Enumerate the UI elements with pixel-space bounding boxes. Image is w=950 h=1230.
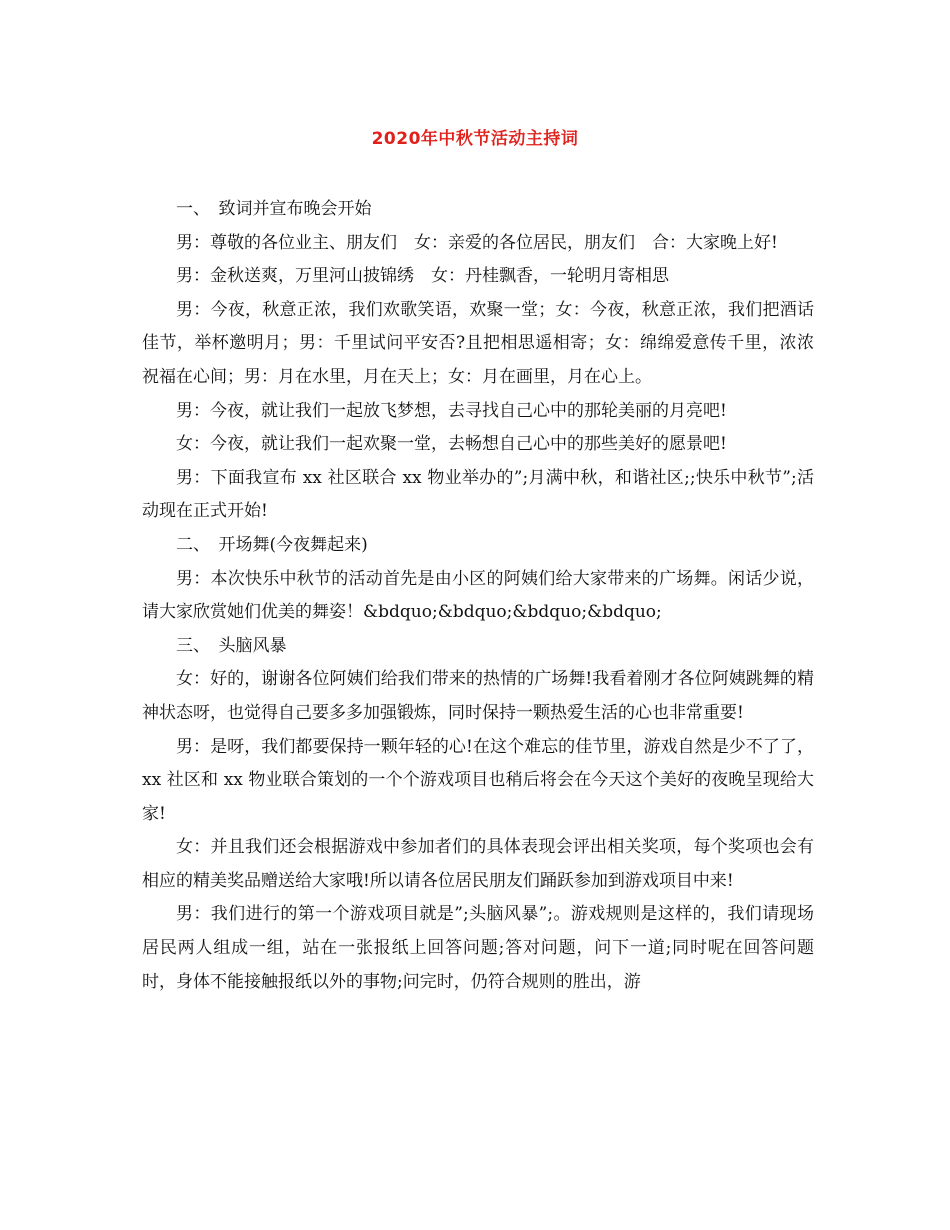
paragraph: 男：金秋送爽，万里河山披锦绣 女：丹桂飘香，一轮明月寄相思	[176, 266, 669, 287]
section-heading: 二、 开场舞(今夜舞起来)	[176, 534, 368, 555]
paragraph: 男：是呀，我们都要保持一颗年轻的心!在这个难忘的佳节里，游戏自然是少不了了，xx 社区和 xx 物业联合策划的一个个游戏项目也稍后将会在今天这个美好的夜晚呈现给大家!	[142, 736, 814, 824]
paragraph: 女：并且我们还会根据游戏中参加者们的具体表现会评出相关奖项，每个奖项也会有相应的精美奖品赠送给大家哦!所以请各位居民朋友们踊跃参加到游戏项目中来!	[142, 837, 814, 891]
paragraph: 男：尊敬的各位业主、朋友们 女：亲爱的各位居民，朋友们 合：大家晚上好!	[176, 232, 778, 253]
page-title: 2020年中秋节活动主持词	[371, 129, 579, 149]
section-heading: 一、 致词并宣布晚会开始	[176, 199, 372, 219]
paragraph: 男：下面我宣布 xx 社区联合 xx 物业举办的”;月满中秋，和谐社区;;快乐中秋节”;活动现在正式开始!	[142, 467, 814, 522]
paragraph: 男：今夜，就让我们一起放飞梦想，去寻找自己心中的那轮美丽的月亮吧!	[176, 400, 727, 421]
paragraph: 女：好的，谢谢各位阿姨们给我们带来的热情的广场舞!我看着刚才各位阿姨跳舞的精神状态呀，也觉得自己要多多加强锻炼，同时保持一颗热爱生活的心也非常重要!	[142, 669, 814, 723]
paragraph: 男：今夜，秋意正浓，我们欢歌笑语，欢聚一堂；女：今夜，秋意正浓，我们把酒话佳节，举杯邀明月；男：千里试问平安否?且把相思遥相寄；女：绵绵爱意传千里，浓浓祝福在心间；男：月在水里，月在天上；女：月在画里，月在心上。	[142, 299, 814, 387]
document-body	[142, 193, 814, 999]
paragraph: 女：今夜，就让我们一起欢聚一堂，去畅想自己心中的那些美好的愿景吧!	[176, 434, 727, 455]
paragraph: 男：我们进行的第一个游戏项目就是”;头脑风暴”;。游戏规则是这样的，我们请现场居民两人组成一组，站在一张报纸上回答问题;答对问题，问下一道;同时呢在回答问题时，身体不能接触报纸以外的事物;问完时，仍符合规则的胜出，游	[142, 904, 814, 992]
section-heading: 三、 头脑风暴	[176, 635, 287, 656]
paragraph: 男：本次快乐中秋节的活动首先是由小区的阿姨们给大家带来的广场舞。闲话少说，请大家欣赏她们优美的舞姿！&bdquo;&bdquo;&bdquo;&bdquo;	[142, 568, 814, 623]
